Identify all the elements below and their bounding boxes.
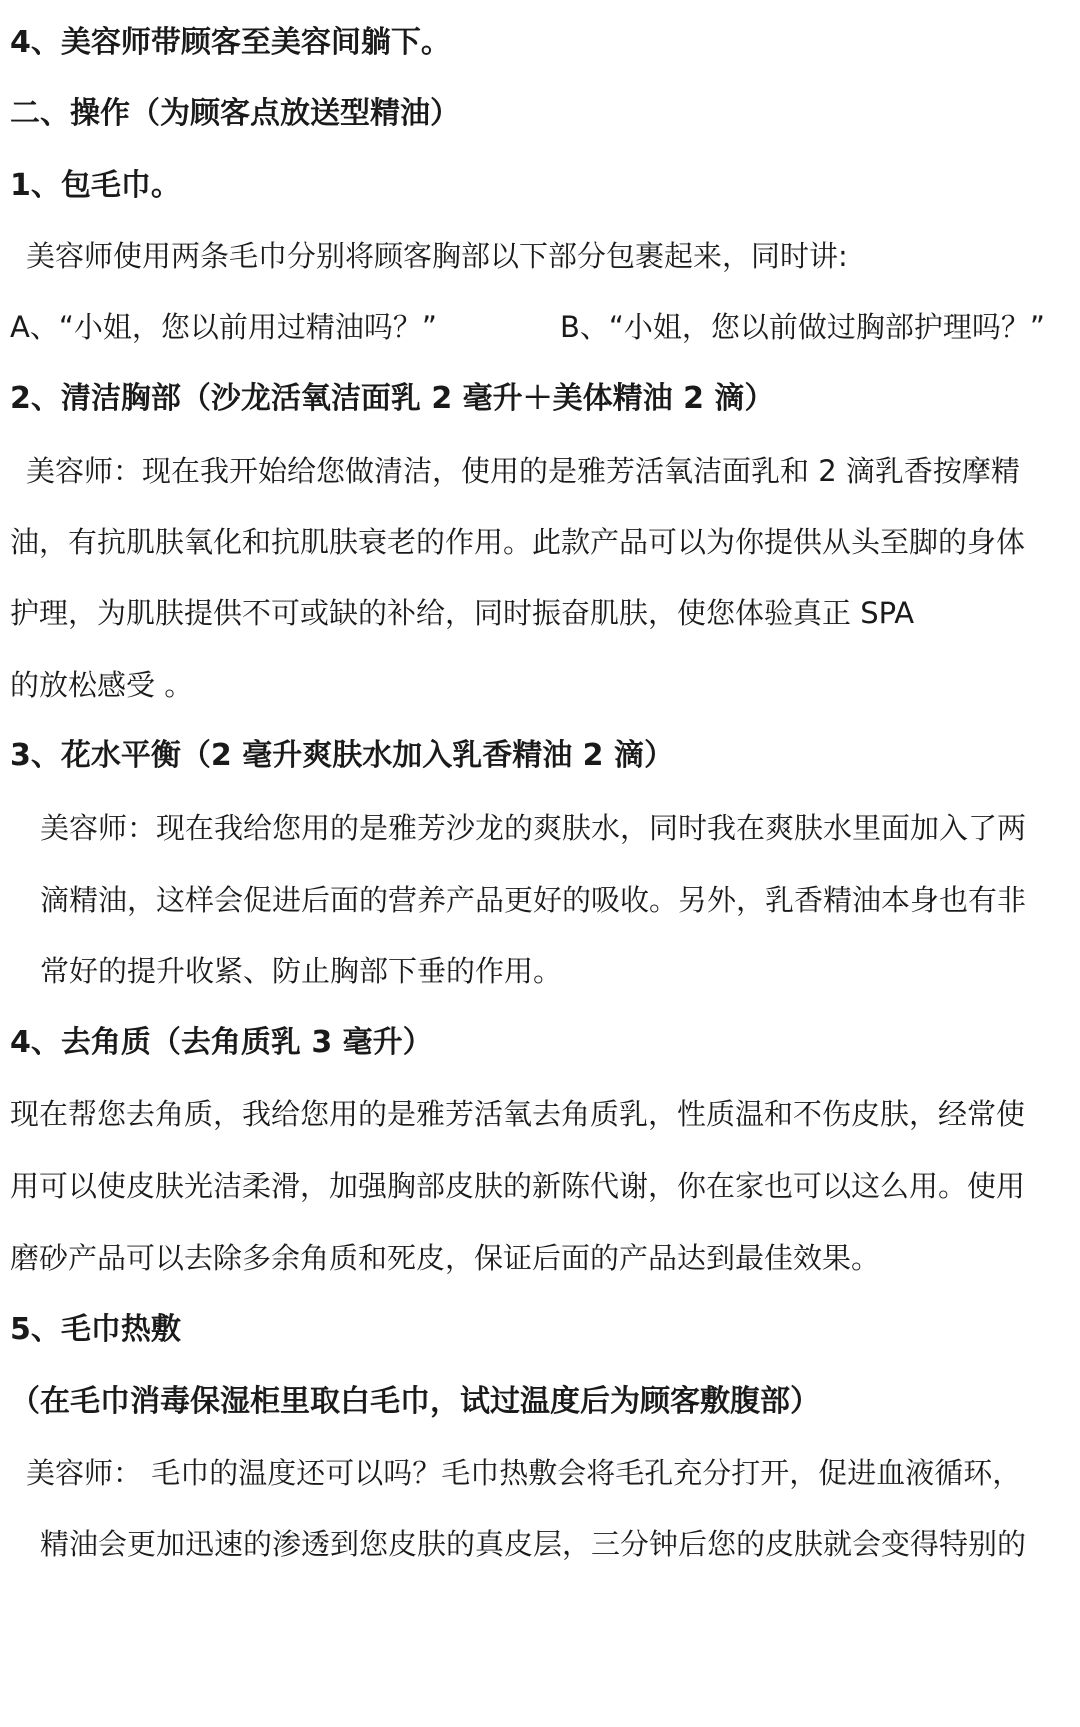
section-heading: 二、操作（为顾客点放送型精油） <box>10 96 460 131</box>
paragraph-line: 美容师：现在我给您用的是雅芳沙龙的爽肤水，同时我在爽肤水里面加入了两 <box>40 811 1027 845</box>
paragraph-line: 滴精油，这样会促进后面的营养产品更好的吸收。另外，乳香精油本身也有非 <box>40 883 1027 917</box>
paragraph-line: 美容师使用两条毛巾分别将顾客胸部以下部分包裹起来，同时讲: <box>26 239 848 273</box>
paragraph-line: 的放松感受 。 <box>10 668 194 702</box>
step-heading: 1、包毛巾。 <box>10 168 181 203</box>
paragraph-line: 油，有抗肌肤氧化和抗肌肤衰老的作用。此款产品可以为你提供从头至脚的身体 <box>10 525 1026 559</box>
step-heading: 3、花水平衡（2 毫升爽肤水加入乳香精油 2 滴） <box>10 738 674 773</box>
step-heading: 4、美容师带顾客至美容间躺下。 <box>10 25 451 60</box>
paragraph-line: 护理，为肌肤提供不可或缺的补给，同时振奋肌肤，使您体验真正 SPA <box>10 596 915 630</box>
paragraph-line: 精油会更加迅速的渗透到您皮肤的真皮层，三分钟后您的皮肤就会变得特别的 <box>40 1527 1027 1561</box>
paragraph-line: 磨砂产品可以去除多余角质和死皮，保证后面的产品达到最佳效果。 <box>10 1241 881 1275</box>
step-heading: 2、清洁胸部（沙龙活氧洁面乳 2 毫升＋美体精油 2 滴） <box>10 381 775 416</box>
question-a: A、“小姐，您以前用过精油吗？” <box>10 310 437 344</box>
paragraph-line: 用可以使皮肤光洁柔滑，加强胸部皮肤的新陈代谢，你在家也可以这么用。使用 <box>10 1169 1026 1203</box>
paragraph-line: 现在帮您去角质，我给您用的是雅芳活氧去角质乳，性质温和不伤皮肤，经常使 <box>10 1097 1026 1131</box>
step-heading: 5、毛巾热敷 <box>10 1312 181 1347</box>
paragraph-line: 美容师： 毛巾的温度还可以吗？毛巾热敷会将毛孔充分打开，促进血液循环， <box>26 1456 1022 1490</box>
paragraph-line: 常好的提升收紧、防止胸部下垂的作用。 <box>40 954 563 988</box>
step-heading: 4、去角质（去角质乳 3 毫升） <box>10 1025 433 1060</box>
paragraph-line: 美容师：现在我开始给您做清洁，使用的是雅芳活氧洁面乳和 2 滴乳香按摩精 <box>26 454 1020 488</box>
question-b: B、“小姐，您以前做过胸部护理吗？” <box>560 310 1045 344</box>
question-row <box>0 297 1080 357</box>
step-note: （在毛巾消毒保湿柜里取白毛巾，试过温度后为顾客敷腹部） <box>10 1384 820 1419</box>
